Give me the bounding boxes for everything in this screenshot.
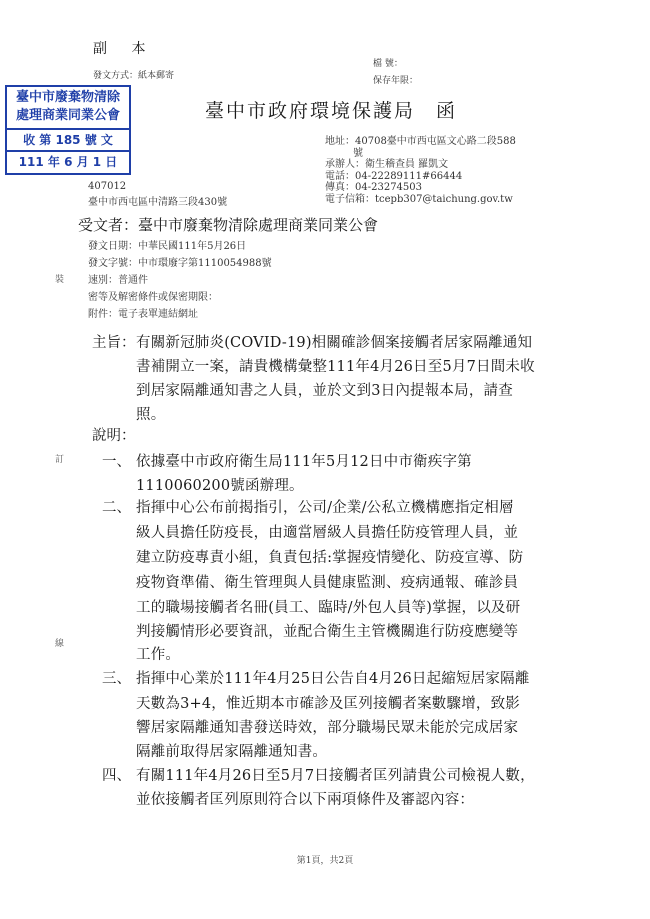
stamp-line-1: 臺中市廢棄物清除 [15, 90, 120, 105]
sender-contact-block [325, 136, 516, 205]
copy-label: 副 本 [93, 41, 156, 57]
send-method: 發文方式：紙本郵寄 [93, 71, 175, 81]
agency-title: 臺中市政府環境保護局 函 [205, 100, 458, 122]
item-number: 一、 [102, 454, 131, 470]
item-line: 指揮中心公布前揭指引，公司/企業/公私立機構應指定相層 [136, 500, 514, 516]
issue-date: 發文日期：中華民國111年5月26日 [88, 241, 247, 252]
item-line: 判接觸情形必要資訊，並配合衛生主管機關進行防疫應變等 [136, 624, 519, 640]
item-line: 級人員擔任防疫長，由適當層級人員擔任防疫管理人員，並 [136, 525, 519, 541]
sender-email: 電子信箱：tcepb307@taichung.gov.tw [325, 193, 513, 205]
subject-line: 書補開立一案，請貴機構彙整111年4月26日至5月7日間未收 [136, 359, 535, 375]
item-number: 四、 [102, 768, 131, 784]
sender-address-cont: 號 [353, 147, 363, 159]
subject-line: 到居家隔離通知書之人員，並於文到3日內提報本局，請查 [136, 383, 513, 399]
item-line: 依據臺中市政府衛生局111年5月12日中市衛疾字第 [136, 454, 472, 470]
sender-fax: 傳真：04-23274503 [325, 182, 423, 193]
item-number: 三、 [102, 671, 131, 687]
binding-mark: 訂 [55, 455, 65, 465]
attachment: 附件：電子表單連結網址 [88, 309, 198, 320]
subject-label: 主旨： [92, 335, 136, 351]
stamp-divider [7, 150, 129, 152]
explanation-label: 說明： [92, 428, 136, 444]
subject-line: 有關新冠肺炎(COVID-19)相關確診個案接觸者居家隔離通知 [136, 335, 533, 351]
item-line: 工的職場接觸者名冊(員工、臨時/外包人員等)掌握，以及研 [136, 600, 521, 616]
sender-phone: 電話：04-22289111#66444 [325, 170, 463, 182]
stamp-line-2: 處理商業同業公會 [15, 108, 120, 123]
binding-mark: 線 [55, 639, 65, 649]
sender-address: 地址：40708臺中市西屯區文心路二段588 [325, 136, 516, 147]
speed-category: 速別：普通件 [88, 275, 148, 286]
item-line: 指揮中心業於111年4月25日公告自4月26日起縮短居家隔離 [136, 671, 530, 687]
document-number: 發文字號：中市環廢字第1110054988號 [88, 258, 272, 269]
item-line: 天數為3+4，惟近期本市確診及匡列接觸者案數驟增，致影 [136, 696, 520, 712]
item-line: 響居家隔離通知書發送時效，部分職場民眾未能於完成居家 [136, 720, 519, 736]
page-number: 第1頁，共2頁 [296, 856, 354, 866]
item-line: 建立防疫專責小組，負責包括:掌握疫情變化、防疫宣導、防 [136, 550, 524, 566]
subject-line: 照。 [136, 407, 166, 423]
item-line: 並依接觸者匡列原則符合以下兩項條件及審認內容： [136, 792, 475, 808]
receipt-stamp [5, 85, 131, 175]
item-line: 疫物資準備、衛生管理與人員健康監測、疫病通報、確診員 [136, 575, 519, 591]
item-line: 隔離前取得居家隔離通知書。 [136, 744, 328, 760]
binding-mark: 裝 [55, 275, 65, 285]
recipient: 受文者：臺中市廢棄物清除處理商業同業公會 [78, 216, 379, 234]
stamp-receipt-date: 111 年 6 月 1 日 [18, 155, 118, 169]
stamp-receipt-number: 收 第 185 號 文 [23, 133, 113, 147]
receiver-address: 臺中市西屯區中清路三段430號 [88, 197, 228, 208]
item-line: 1110060200號函辦理。 [136, 478, 304, 494]
stamp-divider [7, 128, 129, 130]
retention-label: 保存年限： [373, 76, 419, 86]
receiver-zip: 407012 [88, 181, 127, 192]
item-line: 有關111年4月26日至5月7日接觸者匡列請貴公司檢視人數， [136, 768, 535, 784]
sender-contact: 承辦人：衛生稽查員 羅凱文 [325, 159, 449, 170]
item-line: 工作。 [136, 647, 181, 663]
secrecy-level: 密等及解密條件或保密期限： [88, 292, 218, 303]
item-number: 二、 [102, 500, 131, 516]
file-number-label: 檔 號： [373, 59, 403, 69]
